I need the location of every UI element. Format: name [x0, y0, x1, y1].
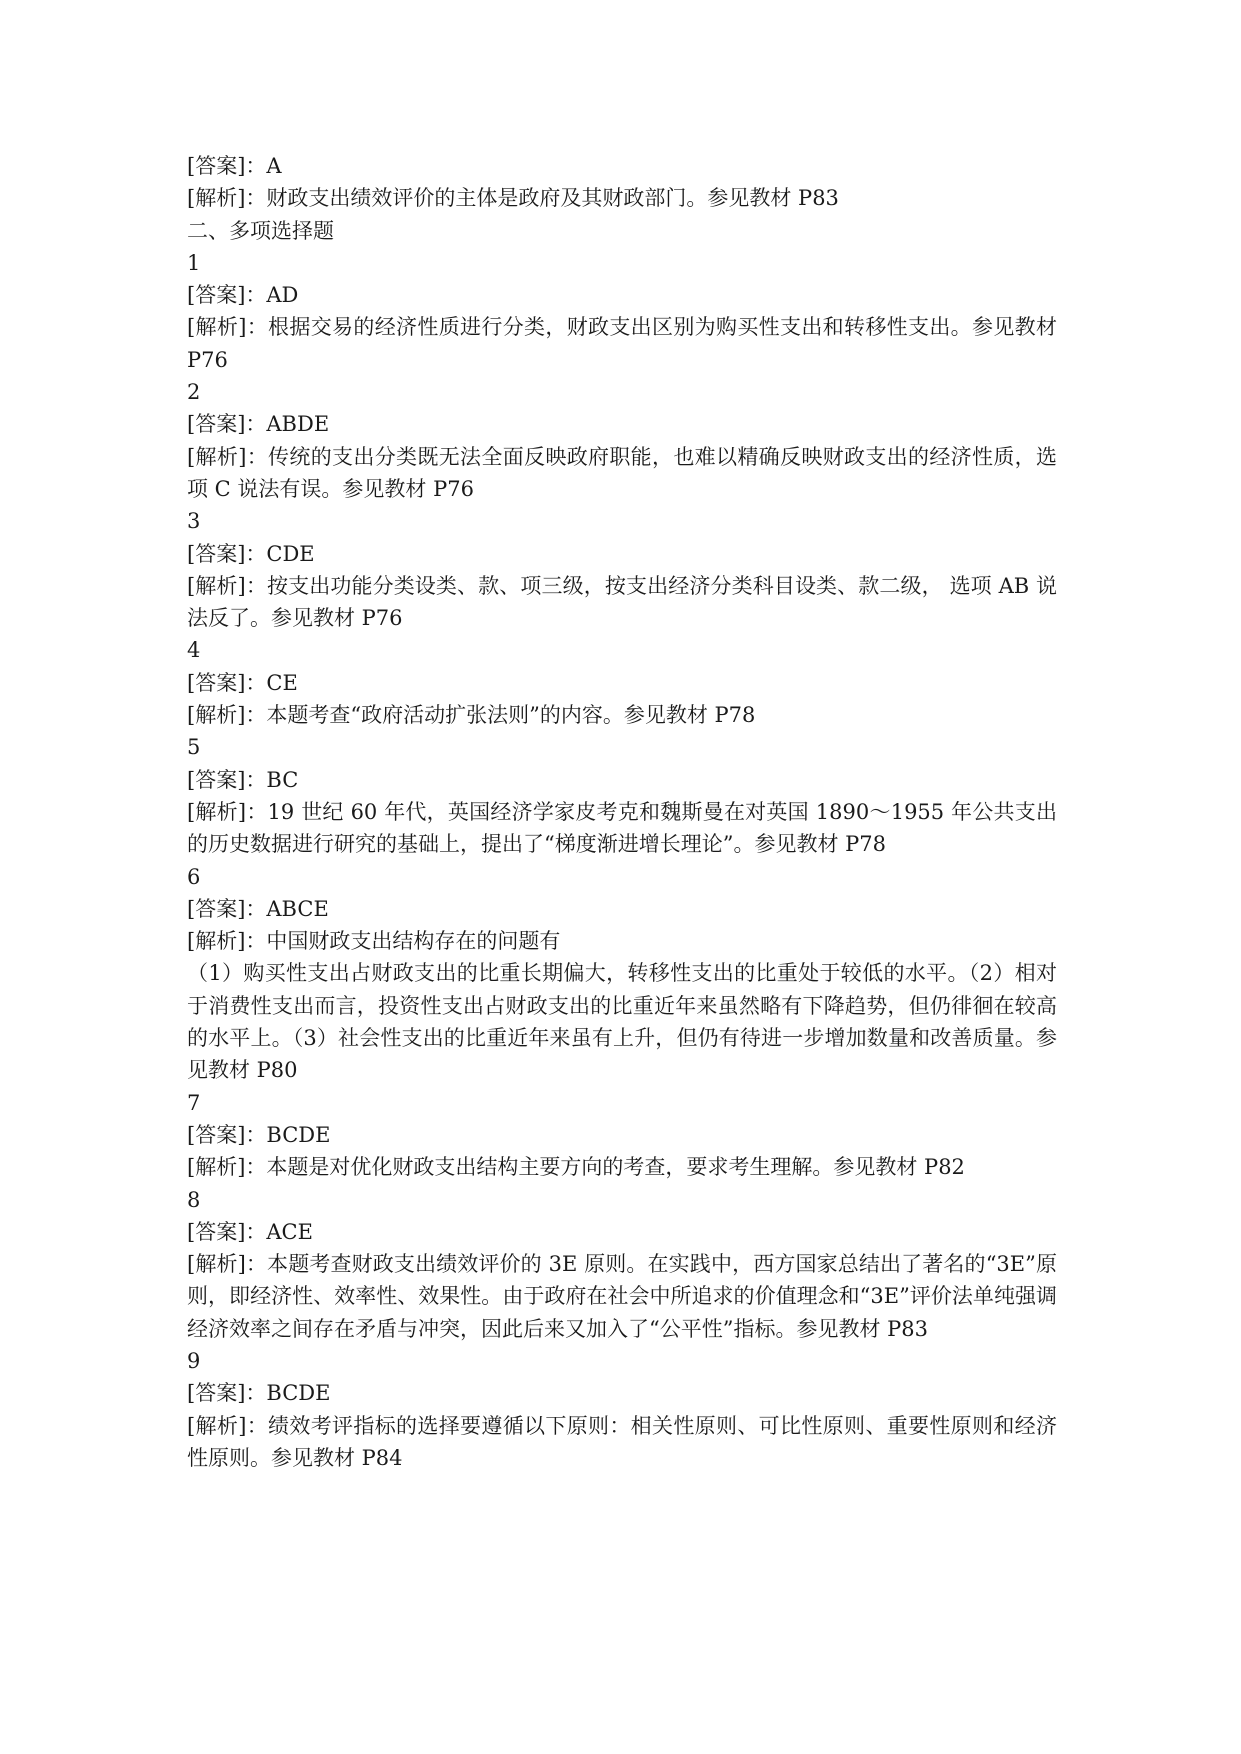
- text-line: 1: [187, 250, 201, 275]
- text-line: 2: [187, 380, 201, 405]
- text-line: [答案]：BCDE: [187, 1381, 331, 1406]
- text-line: [解析]：传统的支出分类既无法全面反映政府职能，也难以精确反映财政支出的经济性质，选项 C 说法有误。参见教材 P76: [187, 444, 1057, 501]
- text-line: [答案]：ACE: [187, 1219, 313, 1244]
- text-line: 8: [187, 1187, 201, 1212]
- text-line: 9: [187, 1348, 201, 1373]
- text-line: [解析]：本题考查“政府活动扩张法则”的内容。参见教材 P78: [187, 703, 756, 728]
- text-line: 3: [187, 509, 201, 534]
- text-line: 5: [187, 735, 201, 760]
- text-line: [答案]：A: [187, 154, 282, 178]
- text-line: 4: [187, 638, 201, 663]
- text-line: [答案]：ABDE: [187, 412, 330, 437]
- text-line: [答案]：CDE: [187, 541, 315, 566]
- text-line: [解析]：财政支出绩效评价的主体是政府及其财政部门。参见教材 P83: [187, 186, 839, 211]
- text-line: [解析]：本题考查财政支出绩效评价的 3E 原则。在实践中，西方国家总结出了著名的“3E”原则，即经济性、效率性、效果性。由于政府在社会中所追求的价值理念和“3E”评价法单纯强调经济效率之间存在矛盾与冲突，因此后来又加入了“公平性”指标。参见教材 P83: [187, 1252, 1057, 1341]
- text-line: 6: [187, 864, 201, 889]
- text-line: [解析]：根据交易的经济性质进行分类，财政支出区别为购买性支出和转移性支出。参见教材 P76: [187, 315, 1057, 372]
- text-line: [解析]：19 世纪 60 年代，英国经济学家皮考克和魏斯曼在对英国 1890～1955 年公共支出的历史数据进行研究的基础上，提出了“梯度渐进增长理论”。参见教材 P78: [187, 799, 1057, 857]
- document-body: [187, 150, 1057, 1474]
- text-line: （1）购买性支出占财政支出的比重长期偏大，转移性支出的比重处于较低的水平。（2）相对于消费性支出而言，投资性支出占财政支出的比重近年来虽然略有下降趋势，但仍徘徊在较高的水平上。（3）社会性支出的比重近年来虽有上升，但仍有待进一步增加数量和改善质量。参见教材 P80: [187, 961, 1057, 1083]
- text-line: [答案]：ABCE: [187, 896, 329, 921]
- text-line: [解析]：按支出功能分类设类、款、项三级，按支出经济分类科目设类、款二级， 选项 AB 说法反了。参见教材 P76: [187, 573, 1057, 631]
- text-line: [解析]：绩效考评指标的选择要遵循以下原则：相关性原则、可比性原则、重要性原则和经济性原则。参见教材 P84: [187, 1413, 1057, 1470]
- text-line: 二、多项选择题: [187, 218, 334, 243]
- text-line: [答案]：BCDE: [187, 1122, 331, 1147]
- text-line: [解析]：中国财政支出结构存在的问题有: [187, 929, 561, 954]
- text-line: [答案]：AD: [187, 283, 299, 308]
- text-line: 7: [187, 1090, 201, 1115]
- text-line: [答案]：CE: [187, 670, 298, 695]
- text-line: [答案]：BC: [187, 767, 299, 792]
- text-line: [解析]：本题是对优化财政支出结构主要方向的考查，要求考生理解。参见教材 P82: [187, 1155, 965, 1180]
